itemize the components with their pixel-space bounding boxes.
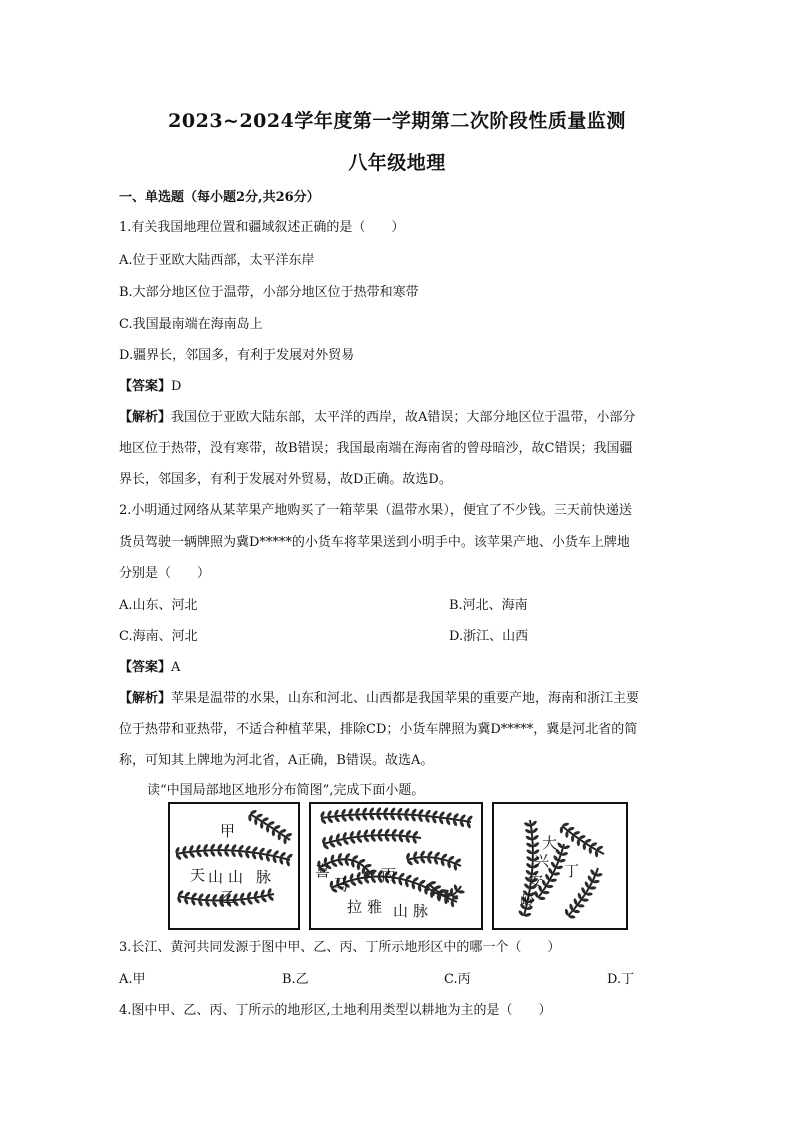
- answer-label: 【答案】: [119, 660, 172, 675]
- exam-title: 2023~2024学年度第一学期第二次阶段性质量监测: [168, 110, 626, 132]
- label-bing: 丙: [381, 866, 397, 884]
- map-daxinganling: [492, 802, 628, 930]
- label-shan-1: 山: [208, 868, 224, 886]
- q1-analysis-line-2: 地区位于热带，没有寒带，故B错误；我国最南端在海南省的曾母暗沙，故C错误；我国疆: [119, 441, 633, 456]
- answer-label: 【答案】: [119, 379, 172, 394]
- q2-answer: [119, 656, 180, 675]
- mountain-range-top: [320, 807, 474, 829]
- answer-value: A: [171, 660, 181, 675]
- q1-answer: [119, 375, 181, 394]
- terrain-maps: [168, 802, 628, 928]
- analysis-text: 我国位于亚欧大陆东部，太平洋的西岸，故A错误；大部分地区位于温带，小部分: [171, 410, 636, 425]
- map-himalaya: [309, 802, 483, 930]
- label-xi: 喜: [315, 862, 331, 880]
- section-heading: 一、单选题（每小题2分,共26分）: [119, 190, 320, 205]
- q1-option-d: D.疆界长，邻国多，有利于发展对外贸易: [119, 348, 355, 363]
- mountain-range-middle: [175, 843, 294, 867]
- q1-option-c: C.我国最南端在海南岛上: [119, 317, 263, 332]
- mountain-tick: [571, 835, 574, 842]
- label-tian: 天: [190, 866, 206, 884]
- label-jia: 甲: [220, 822, 236, 840]
- label-la: 拉: [347, 898, 363, 916]
- mountain-tick: [285, 859, 290, 866]
- label-ya: 雅: [367, 898, 383, 916]
- q2-stem-line-1: 2.小明通过网络从某苹果产地购买了一箱苹果（温带水果），便宜了不少钱。三天前快递送: [119, 503, 632, 518]
- mountain-range-upper: [248, 809, 293, 844]
- map-tianshan: [168, 802, 300, 930]
- q1-option-b: B.大部分地区位于温带，小部分地区位于热带和寒带: [119, 285, 419, 300]
- mountain-range-4: [405, 850, 461, 871]
- q2-analysis-line-2: 位于热带和亚热带，不适合种植苹果，排除CD；小货车牌照为冀D*****，冀是河北省的简: [119, 722, 638, 737]
- q2-option-a: A.山东、河北: [119, 598, 198, 613]
- q3-option-b: B.乙: [282, 972, 309, 987]
- label-yi: 乙: [220, 888, 236, 906]
- label-mai: 脉: [256, 868, 272, 886]
- mountain-tick: [320, 818, 327, 825]
- q3-option-c: C.丙: [444, 972, 471, 987]
- q2-stem-line-3: 分别是（ ）: [119, 566, 211, 581]
- q1-analysis-line-1: [119, 406, 635, 425]
- exam-subtitle: 八年级地理: [348, 152, 446, 174]
- q2-analysis-line-3: 称，可知其上牌地为河北省，A正确，B错误。故选A。: [119, 753, 434, 768]
- analysis-text: 苹果是温带的水果，山东和河北、山西都是我国苹果的重要产地，海南和浙江主要: [171, 691, 640, 706]
- q2-option-c: C.海南、河北: [119, 629, 198, 644]
- analysis-label: 【解析】: [119, 691, 172, 706]
- q2-option-b: B.河北、海南: [449, 598, 528, 613]
- label-ma: 马: [333, 876, 349, 894]
- q2-option-d: D.浙江、山西: [449, 629, 529, 644]
- q3-option-a: A.甲: [119, 972, 146, 987]
- q2-stem-line-2: 货员驾驶一辆牌照为冀D*****的小货车将苹果送到小明手中。该苹果产地、小货车上牌地: [119, 535, 630, 550]
- label-ding: 丁: [564, 862, 580, 880]
- label-ling: 岭: [520, 892, 536, 910]
- mountain-tick: [539, 897, 546, 900]
- mountain-tick: [582, 898, 589, 901]
- analysis-label: 【解析】: [119, 410, 172, 425]
- q1-stem: 1.有关我国地理位置和疆域叙述正确的是（ ）: [119, 220, 405, 235]
- label-xing: 兴: [534, 852, 550, 870]
- label-da: 大: [542, 834, 558, 852]
- q1-analysis-line-3: 界长，邻国多，有利于发展对外贸易，故D正确。故选D。: [119, 472, 452, 487]
- label-an: 安: [528, 872, 544, 890]
- q1-option-a: A.位于亚欧大陆西部，太平洋东岸: [119, 253, 315, 268]
- mountain-tick: [283, 837, 286, 844]
- mountain-range-2: [321, 828, 421, 850]
- label-shan: 山: [393, 902, 409, 920]
- label-mai: 脉: [413, 902, 429, 920]
- q2-analysis-line-1: [119, 687, 639, 706]
- q3-stem: 3.长江、黄河共同发源于图中甲、乙、丙、丁所示地形区中的哪一个（ ）: [119, 940, 561, 955]
- reading-intro: 读“中国局部地区地形分布简图”,完成下面小题。: [147, 783, 425, 798]
- q3-option-d: D.丁: [607, 972, 635, 987]
- answer-value: D: [171, 379, 182, 394]
- label-shan-2: 山: [228, 868, 244, 886]
- q4-stem: 4.图中甲、乙、丙、丁所示的地形区,土地利用类型以耕地为主的是（ ）: [119, 1003, 552, 1018]
